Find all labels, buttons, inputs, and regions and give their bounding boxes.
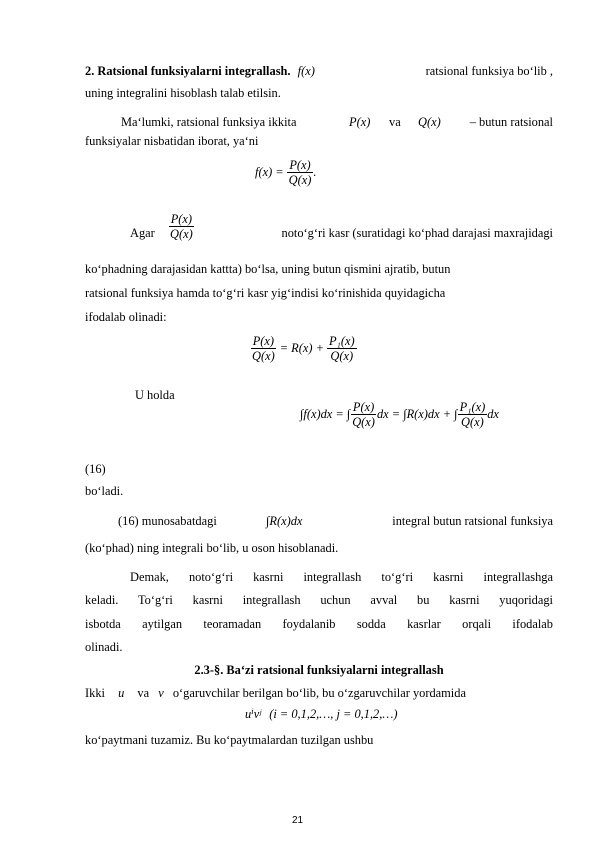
paragraph-6-line-3: isbotda aytilgan teoramadan foydalanib sodda kasrlar orqali ifodalab bbox=[85, 617, 553, 631]
formula-2-numerator-2: P₁(x) bbox=[328, 334, 355, 348]
paragraph-5-line-2: (ko‘phad) ning integrali bo‘lib, u oson hisoblanadi. bbox=[85, 541, 339, 555]
ikki-word: Ikki bbox=[85, 686, 105, 700]
section-heading-2: 2. Ratsional funksiyalarni integrallash. bbox=[85, 64, 291, 78]
formula-uv-powers bbox=[245, 706, 397, 722]
paragraph-7-text: o‘garuvchilar berilgan bo‘lib, bu o‘zgaruvchilar yordamida bbox=[172, 686, 466, 700]
paragraph-8-line-1: ko‘paytmani tuzamiz. Bu ko‘paytmalardan tuzilgan ushbu bbox=[85, 733, 374, 747]
formula-2-middle: = R(x) + bbox=[279, 341, 324, 355]
formula-2-denominator-2: Q(x) bbox=[330, 349, 354, 363]
paragraph-6-line-4: olinadi. bbox=[85, 640, 123, 654]
paragraph-1-line-1 bbox=[85, 64, 553, 79]
formula-3-denominator-2: Q(x) bbox=[461, 415, 484, 429]
agar-word: Agar bbox=[130, 226, 155, 240]
paragraph-3-line-3: ratsional funksiya hamda to‘g‘ri kasr yig‘indisi ko‘rinishida quyidagicha bbox=[85, 286, 446, 300]
formula-3-part-a: ∫f(x)dx = ∫ bbox=[300, 407, 351, 421]
v-symbol: v bbox=[158, 686, 164, 700]
formula-1-fraction bbox=[287, 158, 317, 187]
integral-r-symbol: ∫R(x)dx bbox=[266, 514, 303, 528]
section-title-2-3: 2.3-§. Ba‘zi ratsional funksiyalarni integrallash bbox=[194, 663, 444, 677]
paragraph-2-line-1 bbox=[121, 115, 553, 130]
formula-decomposition bbox=[250, 334, 357, 363]
u-holda-text: U holda bbox=[135, 388, 175, 402]
paragraph-6-line-2: keladi. To‘g‘ri kasrni integrallash uchun avval bu kasrni yuqoridagi bbox=[85, 593, 553, 607]
inline-fraction-denominator: Q(x) bbox=[170, 227, 193, 241]
formula-4-condition: (i = 0,1,2,…, j = 0,1,2,…) bbox=[269, 706, 398, 721]
formula-2-denominator-1: Q(x) bbox=[252, 349, 275, 363]
paragraph-6-line-1: Demak, noto‘g‘ri kasrni integrallash to‘g‘ri kasrni integrallashga bbox=[130, 570, 553, 584]
va-word-2: va bbox=[137, 686, 150, 700]
formula-3-denominator-1: Q(x) bbox=[352, 415, 375, 429]
paragraph-2-text-b: – butun ratsional bbox=[469, 115, 553, 129]
paragraph-5-line-1 bbox=[118, 514, 553, 529]
inline-fraction-numerator: P(x) bbox=[170, 212, 193, 226]
formula-1-lhs: f(x) = bbox=[255, 165, 284, 179]
formula-4-uv: uⁱvʲ bbox=[245, 707, 262, 721]
formula-2-numerator-1: P(x) bbox=[252, 334, 275, 348]
formula-3-numerator-1: P(x) bbox=[352, 400, 375, 414]
formula-1-denominator: Q(x) bbox=[288, 173, 312, 187]
paragraph-2-line-2: funksiyalar nisbatidan iborat, ya‘ni bbox=[85, 134, 259, 148]
formula-3-part-b: dx = ∫R(x)dx + ∫ bbox=[376, 407, 458, 421]
fraction-p-over-q-inline bbox=[168, 212, 195, 241]
paragraph-3-line-1-rest: noto‘g‘ri kasr (suratidagi ko‘phad darajasi maxrajidagi bbox=[281, 226, 553, 240]
equation-label-16: (16) bbox=[85, 462, 106, 476]
paragraph-5-text-b: integral butun ratsional funksiya bbox=[392, 514, 553, 528]
formula-1-numerator: P(x) bbox=[289, 158, 311, 172]
formula-3-numerator-2: P₁(x) bbox=[459, 400, 486, 414]
qx-symbol: Q(x) bbox=[418, 115, 441, 129]
fx-symbol: f(x) bbox=[297, 64, 315, 78]
va-word: va bbox=[389, 115, 401, 129]
page-number: 21 bbox=[291, 815, 304, 826]
paragraph-7-line-1 bbox=[85, 686, 553, 701]
paragraph-1-text: ratsional funksiya bo‘lib , bbox=[425, 64, 553, 78]
formula-1-period: . bbox=[313, 165, 317, 179]
paragraph-1-line-2: uning integralini hisoblash talab etilsin. bbox=[85, 86, 281, 100]
boladi-text: bo‘ladi. bbox=[85, 484, 124, 498]
u-symbol: u bbox=[118, 686, 125, 700]
paragraph-5-text-a: (16) munosabatdagi bbox=[118, 514, 217, 528]
formula-integral-split bbox=[300, 400, 499, 429]
formula-3-part-c: dx bbox=[487, 407, 499, 421]
paragraph-3-line-2: ko‘phadning darajasidan kattta) bo‘lsa, uning butun qismini ajratib, butun bbox=[85, 262, 451, 276]
paragraph-3-line-4: ifodalab olinadi: bbox=[85, 310, 167, 324]
paragraph-2-text-a: Ma‘lumki, ratsional funksiya ikkita bbox=[121, 115, 297, 129]
formula-f-equals-p-over-q bbox=[255, 158, 316, 187]
px-symbol: P(x) bbox=[349, 115, 371, 129]
